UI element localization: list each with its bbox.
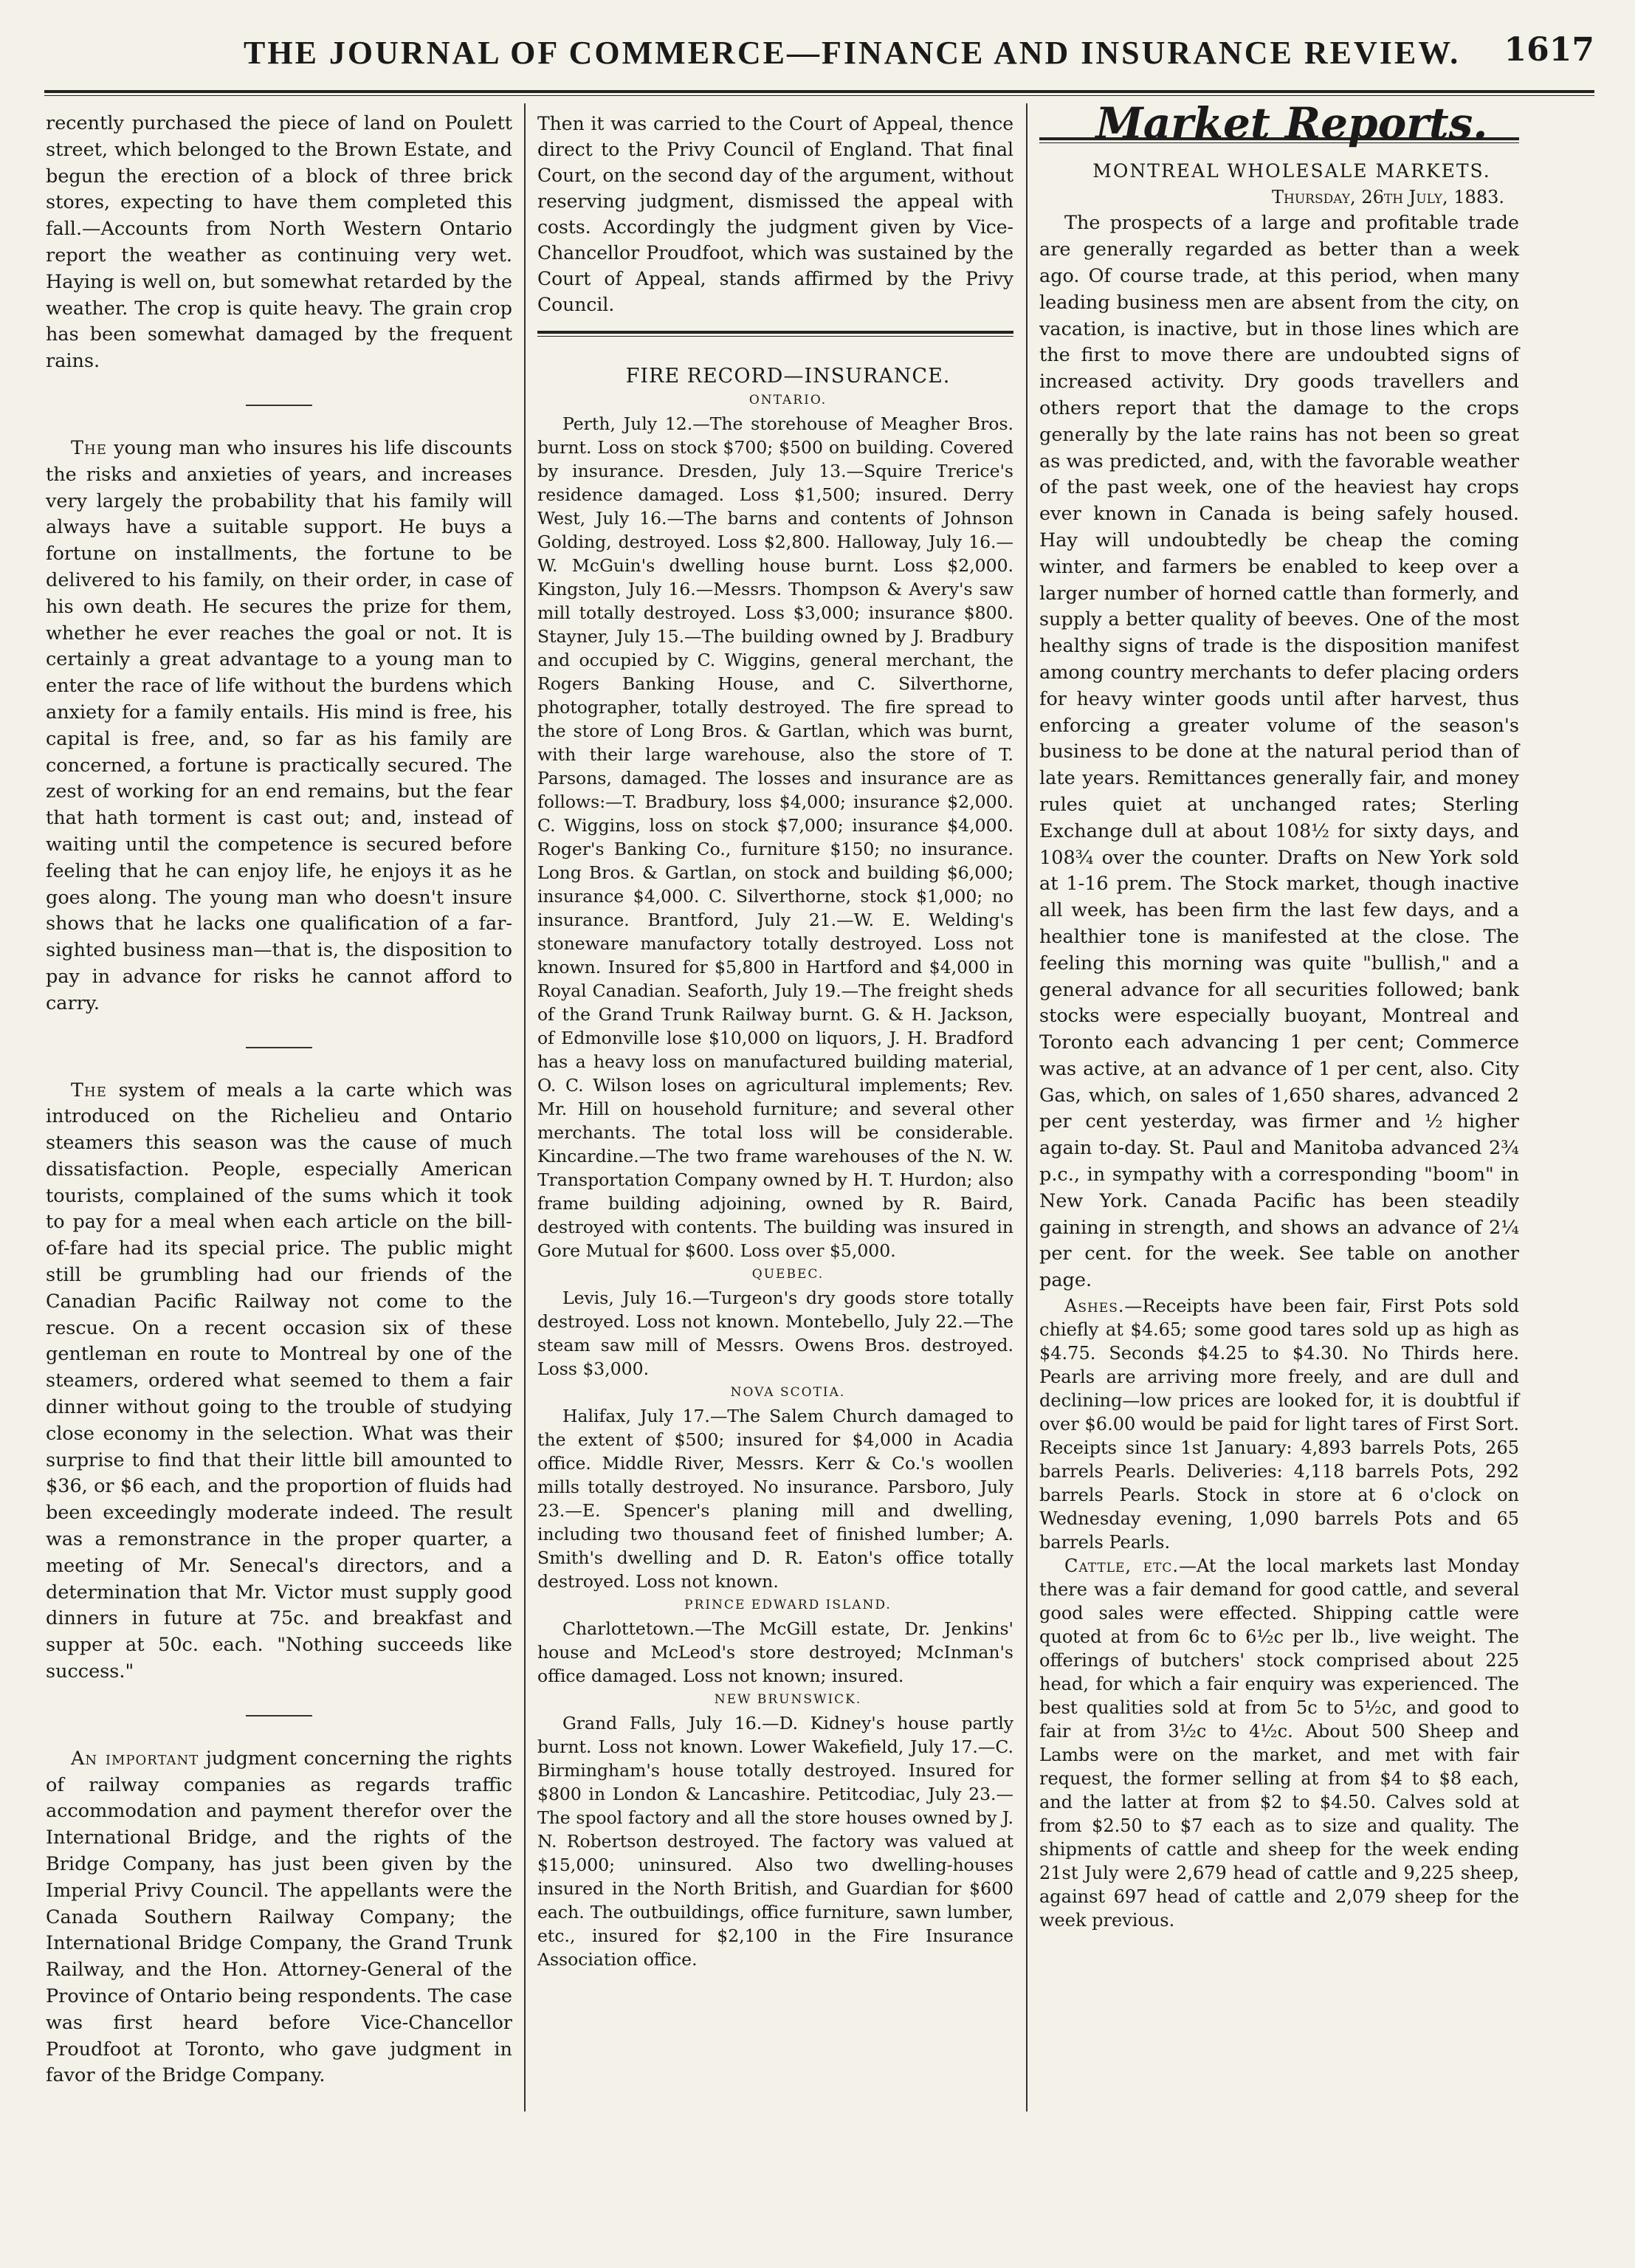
column-divider [524,103,526,2111]
paragraph: The prospects of a large and profitable trade are generally regarded as better than a week ago. Of course trade, at this period, when many leading business men are absent from the city, on vacation, is inactive, but in those lines which are the first to move there are undoubted signs of increased activity. Dry goods travellers and others report that the damage to the crops generally by the late rains has not been so great as was predicted, and, with the favorable weather of the past week, one of the heaviest hay crops ever known in Canada is being safely housed. Hay will undoubtedly be cheap the coming winter, and farmers be enabled to keep over a larger number of horned cattle than formerly, and supply a better quality of beeves. One of the most healthy signs of trade is the disposition manifest among country merchants to defer placing orders for heavy winter goods until after harvest, thus enforcing a greater volume of the season's business to be done at the natural period than of late years. Remittances generally fair, and money rules quiet at unchanged rates; Sterling Exchange dull at about 108½ for sixty days, and 108¾ over the counter. Drafts on New York sold at 1-16 prem. The Stock market, though inactive all week, has been firm the last few days, and a healthier tone is manifested at the close. The feeling this morning was quite "bullish," and a general advance for all securities followed; bank stocks were especially buoyant, Montreal and Toronto each advancing 1 per cent; Commerce was active, at an advance of 1 per cent, also. City Gas, which, on sales of 1,650 shares, advanced 2 per cent yesterday, was firmer and ½ higher again to-day. St. Paul and Manitoba advanced 2¾ p.c., in sympathy with a corresponding "boom" in New York. Canada Pacific has been steadily gaining in strength, and shows an advance of 2¼ per cent. for the week. See table on another page. [1039,212,1519,1292]
header-rule [44,90,1594,96]
paragraph-cattle [1039,1554,1519,1932]
paragraph-text: judgment concerning the rights of railway companies as regards traffic accommodation and payment therefor over the International Bridge, and the rights of the Bridge Company, has just been given by the Imperial Privy Council. The appellants were the Canada Southern Railway Company; the International Bridge Company, the Grand Trunk Railway, and the Hon. Attorney-General of the Province of Ontario being respondents. The case was first heard before Vice-Chancellor Proudfoot at Toronto, who gave judgment in favor of the Bridge Company. [46,1747,512,2087]
page-header [44,30,1602,89]
paragraph-text: young man who insures his life discounts the risks and anxieties of years, and increases very largely the probability that his family will always have a suitable support. He buys a fortune on installments, the fortune to be delivered to his family, on their order, in case of his own death. He secures the prize for them, whether he ever reaches the goal or not. It is certainly a great advantage to a young man to enter the race of life without the burdens which anxiety for a family entails. His mind is free, his capital is free, and, so far as his family are concerned, a fortune is practically secured. The zest of working for an end remains, but the fear that hath torment is cast out; and, instead of waiting until the competence is secured before feeling that he can enjoy life, he enjoys it as he goes along. The young man who doesn't insure shows that he lacks one qualification of a far-sighted business man—that is, the disposition to pay in advance for risks he cannot afford to carry. [46,436,512,1014]
separator [246,1047,312,1048]
dateline: Thursday, 26th July, 1883. [1272,186,1504,207]
double-rule [537,331,1013,337]
column-3 [1039,98,1519,1932]
paragraph: Then it was carried to the Court of Appeal, thence direct to the Privy Council of England. That final Court, on the second day of the argument, without reserving judgment, dismissed the appeal with costs. Accordingly the judgment given by Vice-Chancellor Proudfoot, which was sustained by the Court of Appeal, stands affirmed by the Privy Council. [537,113,1013,315]
lead-word: The [71,1079,107,1102]
page-number: 1617 [1504,31,1594,69]
fire-pei: Charlottetown.—The McGill estate, Dr. Jenkins' house and McLeod's store destroyed; McInman's office damaged. Loss not known; insured. [537,1618,1013,1686]
subhead-pei: PRINCE EDWARD ISLAND. [684,1598,892,1612]
fire-nova-scotia: Halifax, July 17.—The Salem Church damaged to the extent of $500; insured for $4,000 in Acadia office. Middle River, Messrs. Kerr & Co.'s woollen mills totally destroyed. No insurance. Parsboro, July 23.—E. Spencer's planing mill and dwelling, including two thousand feet of finished lumber; A. Smith's dwelling and D. R. Eaton's office totally destroyed. Loss not known. [537,1406,1013,1592]
running-title: THE JOURNAL OF COMMERCE—FINANCE AND INSURANCE REVIEW. [244,35,1461,71]
paragraph-ashes [1039,1294,1519,1554]
market-title: MONTREAL WHOLESALE MARKETS. [1092,159,1491,182]
paragraph-text: —Receipts have been fair, First Pots sold chiefly at $4.65; some good tares sold up as high as $4.75. Seconds $4.25 to $4.30. No Thirds here. Pearls are arriving more freely, and are dull and declining—low prices are looked for, it is doubtful if over $6.00 would be paid for light tares of First Sort. Receipts since 1st January: 4,893 barrels Pots, 265 barrels Pearls. Deliveries: 4,118 barrels Pots, 292 barrels Pearls. Stock in store at 6 o'clock on Wednesday evening, 1,090 barrels Pots and 65 barrels Pearls. [1039,1296,1519,1553]
market-reports-heading: Market Reports. [1095,98,1488,148]
fire-record-title: FIRE RECORD—INSURANCE. [625,365,951,388]
paragraph [46,436,512,1017]
lead-word: Cattle, etc. [1064,1556,1179,1577]
paragraph [46,1078,512,1685]
column-1 [46,111,512,2089]
lead-word: An important [71,1747,199,1770]
column-2 [537,111,1013,1971]
separator [246,405,312,406]
fire-ontario: Perth, July 12.—The storehouse of Meagher Bros. burnt. Loss on stock $700; $500 on building. Covered by insurance. Dresden, July 13.—Squire Trerice's residence damaged. Loss $1,500; insured. Derry West, July 16.—The barns and contents of Johnson Golding, destroyed. Loss $2,800. Halloway, July 16.—W. McGuin's dwelling house burnt. Loss $2,000. Kingston, July 16.—Messrs. Thompson & Avery's saw mill totally destroyed. Loss $3,000; insurance $800. Stayner, July 15.—The building owned by J. Bradbury and occupied by C. Wiggins, general merchant, the Rogers Banking House, and C. Silverthorne, photographer, totally destroyed. The fire spread to the store of Long Bros. & Gartlan, which was burnt, with their large warehouse, also the store of T. Parsons, damaged. The losses and insurance are as follows:—T. Bradbury, loss $4,000; insurance $2,000. C. Wiggins, loss on stock $7,000; insurance $4,000. Roger's Banking Co., furniture $150; no insurance. Long Bros. & Gartlan, on stock and building $6,000; insurance $4,000. C. Silverthorne, stock $1,000; no insurance. Brantford, July 21.—W. E. Welding's stoneware manufactory totally destroyed. Loss not known. Insured for $5,800 in Hartford and $4,000 in Royal Canadian. Seaforth, July 19.—The freight sheds of the Grand Trunk Railway burnt. G. & H. Jackson, of Edmonville lose $10,000 on liquors, J. H. Bradford has a heavy loss on manufactured building material, O. C. Wilson loses on agricultural implements; Rev. Mr. Hill on household furniture; and several other merchants. The total loss will be considerable. Kincardine.—The two frame warehouses of the N. W. Transportation Company owned by H. T. Hurdon; also frame building adjoining, owned by R. Baird, destroyed with contents. The building was insured in Gore Mutual for $600. Loss over $5,000. [537,413,1013,1261]
subhead-ontario: ONTARIO. [748,393,827,408]
paragraph [46,1746,512,2089]
lead-word: The [71,436,107,459]
subhead-nova-scotia: NOVA SCOTIA. [730,1385,846,1400]
fire-quebec: Levis, July 16.—Turgeon's dry goods store totally destroyed. Loss not known. Montebello, July 22.—The steam saw mill of Messrs. Owens Bros. destroyed. Loss $3,000. [537,1288,1013,1379]
lead-word: Ashes. [1064,1296,1125,1317]
column-divider [1026,103,1028,2111]
fire-new-brunswick: Grand Falls, July 16.—D. Kidney's house partly burnt. Loss not known. Lower Wakefield, July 17.—C. Birmingham's house totally destroyed. Insured for $800 in London & Lancashire. Petitcodiac, July 23.—The spool factory and all the store houses owned by J. N. Robertson destroyed. The factory was valued at $15,000; uninsured. Also two dwelling-houses insured in the North British, and Guardian for $600 each. The outbuildings, office furniture, sawn lumber, etc., insured for $2,100 in the Fire Insurance Association office. [537,1713,1013,1970]
subhead-quebec: QUEBEC. [751,1267,825,1282]
paragraph: recently purchased the piece of land on Poulett street, which belonged to the Brown Estate, and begun the erection of a block of three brick stores, expecting to have them completed this fall.—Accounts from North Western Ontario report the weather as continuing very wet. Haying is well on, but somewhat retarded by the weather. The crop is quite heavy. The grain crop has been somewhat damaged by the frequent rains. [46,112,512,373]
paragraph-text: system of meals a la carte which was introduced on the Richelieu and Ontario steamers this season was the cause of much dissatisfaction. People, especially American tourists, complained of the sums which it took to pay for a meal when each article on the bill-of-fare had its special price. The public might still be grumbling had our friends of the Canadian Pacific Railway not come to the rescue. On a recent occasion six of these gentleman en route to Montreal by one of the steamers, ordered what seemed to them a fair dinner without going to the trouble of studying close economy in the selection. What was their surprise to find that their little bill amounted to $36, or $6 each, and the proportion of fluids had been exceedingly moderate indeed. The result was a remonstrance in the proper quarter, a meeting of Mr. Senecal's directors, and a determination that Mr. Victor must supply good dinners in future at 75c. and breakfast and supper at 50c. each. "Nothing succeeds like success." [46,1079,512,1683]
subhead-new-brunswick: NEW BRUNSWICK. [714,1692,862,1707]
paragraph-text: —At the local markets last Monday there was a fair demand for good cattle, and several good sales were effected. Shipping cattle were quoted at from 6c to 6½c per lb., live weight. The offerings of butchers' stock comprised about 225 head, for which a fair enquiry was experienced. The best qualities sold at from 5c to 5½c, and good to fair at from 3½c to 4½c. About 500 Sheep and Lambs were on the market, and met with fair request, the former selling at from $4 to $8 each, and the latter at from $2 to $4.50. Calves sold at from $2.50 to $7 each as to size and quality. The shipments of cattle and sheep for the week ending 21st July were 2,679 head of cattle and 9,225 sheep, against 697 head of cattle and 2,079 sheep for the week previous. [1039,1556,1519,1931]
separator [246,1715,312,1717]
